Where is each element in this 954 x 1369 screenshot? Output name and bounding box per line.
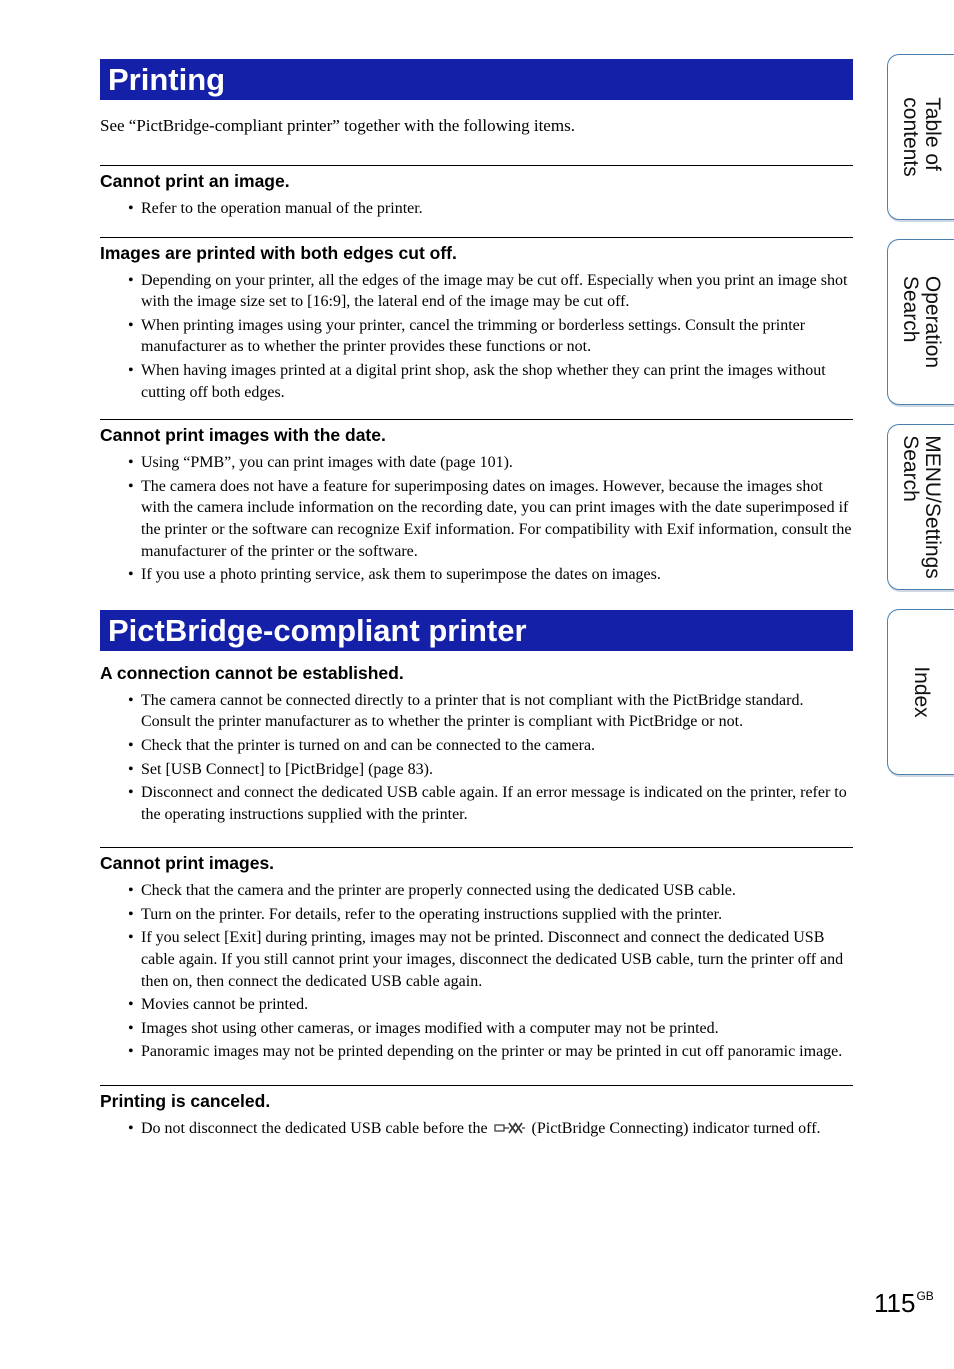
entry-title: Cannot print images with the date. xyxy=(100,425,386,446)
bullet-text-before: Do not disconnect the dedicated USB cable before the xyxy=(141,1120,488,1138)
bullet-text-after: (PictBridge Connecting) indicator turned off. xyxy=(531,1120,821,1138)
entry-connection-not-established xyxy=(100,662,853,826)
tab-menu-settings-search[interactable] xyxy=(887,424,954,590)
list-item xyxy=(141,1118,853,1140)
section-intro: See “PictBridge-compliant printer” together with the following items. xyxy=(100,116,575,135)
list-item: • Disconnect and connect the dedicated USB cable again. If an error message is indicated on the printer, refer to the operating instructions supplied with the printer. xyxy=(141,782,853,825)
tab-index[interactable] xyxy=(887,609,954,775)
bullet-list xyxy=(100,690,853,826)
list-item: • Panoramic images may not be printed depending on the printer or may be printed in cut off panoramic image. xyxy=(141,1041,853,1063)
entry-print-with-date xyxy=(100,419,853,586)
entry-title: Printing is canceled. xyxy=(100,1091,271,1112)
tab-table-of-contents[interactable] xyxy=(887,54,954,220)
list-item: • When having images printed at a digital print shop, ask the shop whether they can print the images without cutting off both edges. xyxy=(141,360,853,403)
list-item: • Check that the camera and the printer are properly connected using the dedicated USB cable. xyxy=(141,880,853,902)
list-item: • If you use a photo printing service, ask them to superimpose the dates on images. xyxy=(141,564,853,586)
list-item: • Refer to the operation manual of the printer. xyxy=(141,198,853,220)
list-item: • Depending on your printer, all the edges of the image may be cut off. Especially when you print an image shot with the image size set to [16:9], the lateral end of the image may be cut off. xyxy=(141,270,853,313)
entry-printing-canceled xyxy=(100,1085,853,1140)
entry-edges-cut-off xyxy=(100,237,853,404)
tab-operation-search[interactable] xyxy=(887,239,954,405)
tab-label: MENU/Settings Search xyxy=(899,435,944,579)
pictbridge-connecting-icon xyxy=(494,1120,526,1134)
main-content xyxy=(100,59,853,1142)
list-item: • The camera cannot be connected directly to a printer that is not compliant with the PictBridge standard. Consult the printer manufacturer as to whether the printer is compliant with PictBridge or not. xyxy=(141,690,853,733)
list-item: • Using “PMB”, you can print images with date (page 101). xyxy=(141,452,853,474)
page-number: $115^{GB}$ xyxy=(874,1288,934,1318)
bullet-list xyxy=(100,452,853,586)
list-item: • Images shot using other cameras, or images modified with a computer may not be printed. xyxy=(141,1018,853,1040)
entry-title: Images are printed with both edges cut off. xyxy=(100,242,457,263)
bullet-list xyxy=(100,198,853,220)
list-item: • Movies cannot be printed. xyxy=(141,994,853,1016)
page-suffix: GB xyxy=(916,1289,934,1303)
section-title-pictbridge: PictBridge-compliant printer xyxy=(100,610,853,651)
entry-title: Cannot print images. xyxy=(100,853,275,874)
tab-label: Table of contents xyxy=(899,97,944,177)
list-item: • The camera does not have a feature for superimposing dates on images. However, because the images shot with the camera include information on the recording date, you can print images with the date superimposed if the printer or the software can recognize Exif information. For compatibility with Exif information, consult the manufacturer of the printer or the software. xyxy=(141,476,853,562)
list-item: • Turn on the printer. For details, refer to the operating instructions supplied with the printer. xyxy=(141,904,853,926)
tab-label: Index xyxy=(910,666,933,718)
list-item: • Set [USB Connect] to [PictBridge] (page 83). xyxy=(141,759,853,781)
entry-title: Cannot print an image. xyxy=(100,171,290,191)
entry-cannot-print-images xyxy=(100,847,853,1063)
entry-title: A connection cannot be established. xyxy=(100,662,404,683)
list-item: • If you select [Exit] during printing, images may not be printed. Disconnect and connect the dedicated USB cable again. If you still cannot print your images, disconnect the dedicated USB cable, turn the printer off and then on, then connect the dedicated USB cable again. xyxy=(141,927,853,992)
list-item: • Check that the printer is turned on and can be connected to the camera. xyxy=(141,735,853,757)
bullet-list xyxy=(100,880,853,1063)
section-title-printing: Printing xyxy=(100,59,853,100)
bullet-list xyxy=(100,1118,853,1140)
entry-cannot-print-image xyxy=(100,165,853,220)
list-item: • When printing images using your printer, cancel the trimming or borderless settings. Consult the printer manufacturer as to whether the printer provides these functions or not. xyxy=(141,315,853,358)
bullet-list xyxy=(100,270,853,404)
tab-label: Operation Search xyxy=(899,275,944,369)
